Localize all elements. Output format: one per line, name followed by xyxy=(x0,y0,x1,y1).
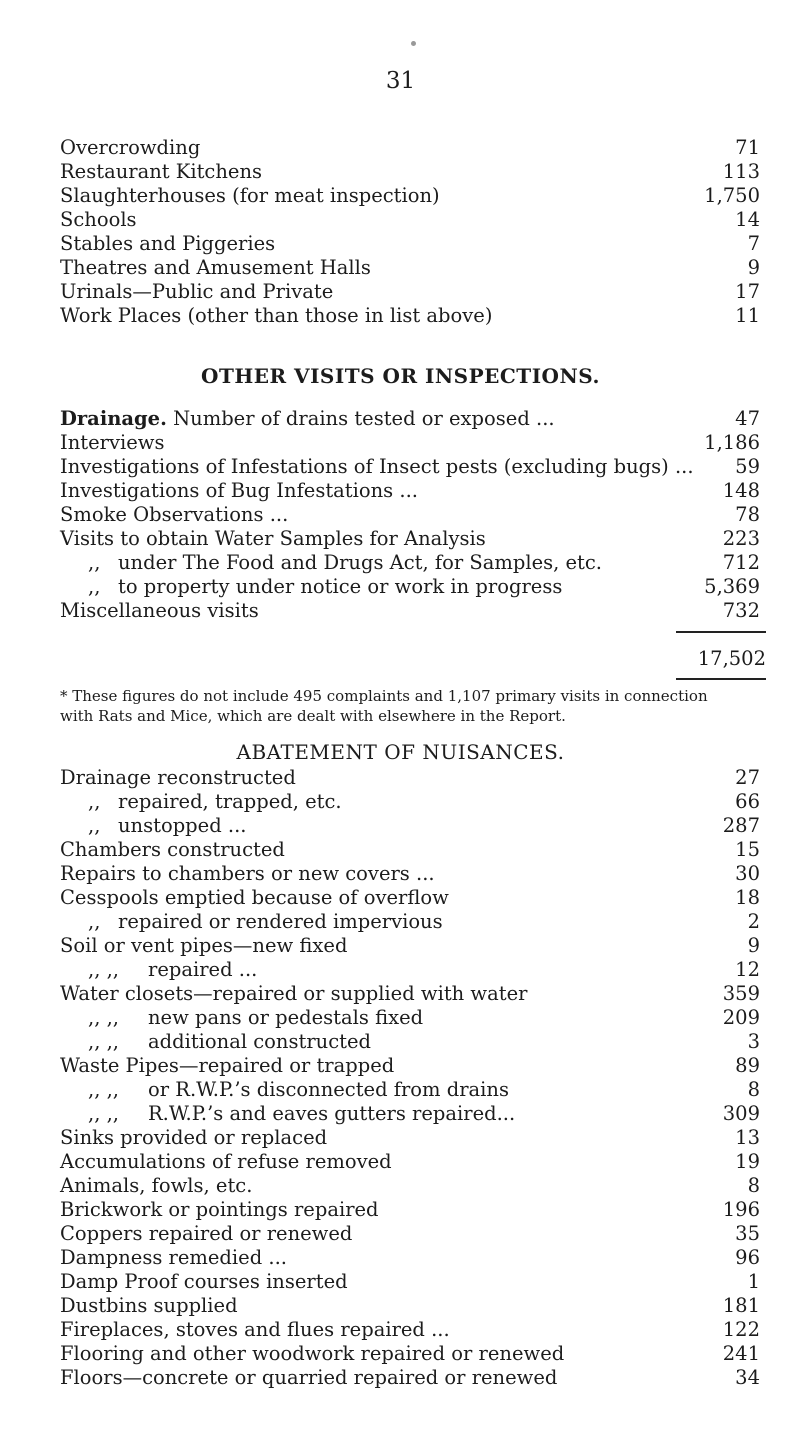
nuisance-label xyxy=(60,1222,352,1246)
nuisance-label-text: new pans or pedestals fixed xyxy=(148,1006,424,1029)
nuisance-row xyxy=(60,1294,760,1318)
visit-label-text: Visits to obtain Water Samples for Analysis xyxy=(60,527,486,550)
nuisance-label-text: Dampness remedied ... xyxy=(60,1246,287,1269)
inspection-row xyxy=(60,304,760,328)
nuisance-value: 19 xyxy=(735,1150,760,1173)
nuisance-label-text: Floors—concrete or quarried repaired or renewed xyxy=(60,1366,558,1389)
nuisance-row xyxy=(60,1222,760,1246)
nuisance-row xyxy=(60,982,760,1006)
nuisance-value: 181 xyxy=(722,1294,760,1317)
nuisance-label-text: Repairs to chambers or new covers ... xyxy=(60,862,435,885)
nuisance-label xyxy=(60,1246,287,1270)
visit-value: 78 xyxy=(735,503,760,526)
inspection-row xyxy=(60,208,760,232)
inspection-value: 1,750 xyxy=(704,184,760,207)
ditto-mark: ,, ,, xyxy=(88,1078,119,1101)
inspection-label xyxy=(60,256,371,280)
nuisance-value: 13 xyxy=(735,1126,760,1149)
nuisance-label-text: Cesspools emptied because of overflow xyxy=(60,886,449,909)
inspection-row xyxy=(60,160,760,184)
nuisance-row xyxy=(60,1150,760,1174)
visit-row xyxy=(60,551,760,575)
visit-label-text: to property under notice or work in progress xyxy=(118,575,563,598)
nuisance-label-text: Sinks provided or replaced xyxy=(60,1126,328,1149)
nuisance-label-text: Dustbins supplied xyxy=(60,1294,238,1317)
visit-row xyxy=(60,503,760,527)
inspection-label xyxy=(60,280,333,304)
visit-label-text: Miscellaneous visits xyxy=(60,599,259,622)
nuisance-label-text: Chambers constructed xyxy=(60,838,285,861)
nuisance-label xyxy=(88,1078,509,1102)
nuisance-row xyxy=(60,814,760,838)
visit-label xyxy=(60,527,486,551)
nuisance-label-text: Coppers repaired or renewed xyxy=(60,1222,353,1245)
inspection-label xyxy=(60,136,200,160)
visit-label-text: Number of drains tested or exposed ... xyxy=(173,407,555,430)
nuisance-row xyxy=(60,1342,760,1366)
nuisance-row xyxy=(60,1246,760,1270)
nuisance-label xyxy=(60,934,347,958)
nuisance-label-text: additional constructed xyxy=(148,1030,371,1053)
nuisance-value: 15 xyxy=(735,838,760,861)
visit-label xyxy=(60,479,418,503)
visit-row xyxy=(60,599,760,623)
nuisance-label-text: Flooring and other woodwork repaired or renewed xyxy=(60,1342,565,1365)
inspection-label-text: Schools xyxy=(60,208,137,231)
visit-row xyxy=(60,431,760,455)
nuisance-label xyxy=(88,1030,371,1054)
inspection-row xyxy=(60,256,760,280)
inspection-value: 11 xyxy=(735,304,760,327)
visit-label xyxy=(88,575,562,599)
nuisance-label xyxy=(88,910,443,934)
visit-label-text: Investigations of Bug Infestations ... xyxy=(60,479,418,502)
ditto-mark: ,, xyxy=(88,814,101,837)
nuisance-row xyxy=(60,1270,760,1294)
nuisance-label-text: Damp Proof courses inserted xyxy=(60,1270,348,1293)
inspection-label-text: Slaughterhouses (for meat inspection) xyxy=(60,184,440,207)
nuisance-row xyxy=(60,910,760,934)
visit-label-bold: Drainage. xyxy=(60,407,167,430)
ditto-mark: ,, xyxy=(88,551,101,574)
nuisance-label-text: unstopped ... xyxy=(118,814,247,837)
nuisance-label-text: Animals, fowls, etc. xyxy=(60,1174,253,1197)
visit-row xyxy=(60,479,760,503)
ditto-mark: ,, xyxy=(88,790,101,813)
nuisance-label xyxy=(60,838,285,862)
other-visits-heading: OTHER VISITS OR INSPECTIONS. xyxy=(201,364,600,388)
inspection-value: 113 xyxy=(722,160,760,183)
nuisance-value: 96 xyxy=(735,1246,760,1269)
nuisance-row xyxy=(60,1054,760,1078)
visit-value: 732 xyxy=(722,599,760,622)
visit-label-text: Interviews xyxy=(60,431,165,454)
footnote xyxy=(60,686,770,726)
nuisance-value: 1 xyxy=(747,1270,760,1293)
nuisance-label xyxy=(88,790,342,814)
nuisance-value: 35 xyxy=(735,1222,760,1245)
nuisance-row xyxy=(60,958,760,982)
ditto-mark: ,, ,, xyxy=(88,1102,119,1125)
nuisance-label-text: Brickwork or pointings repaired xyxy=(60,1198,379,1221)
nuisance-row xyxy=(60,1126,760,1150)
nuisance-value: 12 xyxy=(735,958,760,981)
visit-label xyxy=(60,455,694,479)
abatement-heading: ABATEMENT OF NUISANCES. xyxy=(236,740,565,764)
ditto-mark: ,, xyxy=(88,575,101,598)
nuisance-value: 18 xyxy=(735,886,760,909)
nuisance-row xyxy=(60,934,760,958)
page-speck xyxy=(411,41,416,46)
abatement-list xyxy=(60,766,760,1390)
nuisance-label-text: R.W.P.’s and eaves gutters repaired... xyxy=(148,1102,516,1125)
visit-value: 148 xyxy=(722,479,760,502)
visit-label-text: Investigations of Infestations of Insect pests (excluding bugs) ... xyxy=(60,455,694,478)
visit-row xyxy=(60,527,760,551)
nuisance-label-text: Soil or vent pipes—new fixed xyxy=(60,934,348,957)
ditto-mark: ,, xyxy=(88,910,101,933)
nuisance-row xyxy=(60,766,760,790)
inspection-row xyxy=(60,184,760,208)
inspection-value: 17 xyxy=(735,280,760,303)
nuisance-value: 241 xyxy=(722,1342,760,1365)
visit-row xyxy=(60,575,760,599)
nuisance-row xyxy=(60,1366,760,1390)
nuisance-label xyxy=(60,1294,238,1318)
inspection-label-text: Stables and Piggeries xyxy=(60,232,276,255)
visit-row xyxy=(60,407,760,431)
nuisance-row xyxy=(60,838,760,862)
inspection-label-text: Restaurant Kitchens xyxy=(60,160,263,183)
nuisance-label xyxy=(88,958,257,982)
visit-label-text: under The Food and Drugs Act, for Samples, etc. xyxy=(118,551,603,574)
nuisance-label xyxy=(60,886,449,910)
nuisance-label xyxy=(60,1366,557,1390)
nuisance-value: 30 xyxy=(735,862,760,885)
nuisance-row xyxy=(60,862,760,886)
inspection-value: 7 xyxy=(747,232,760,255)
visit-row xyxy=(60,455,760,479)
nuisance-label xyxy=(88,814,246,838)
inspection-label-text: Work Places (other than those in list above) xyxy=(60,304,493,327)
footnote-line2: with Rats and Mice, which are dealt with elsewhere in the Report. xyxy=(60,707,566,725)
inspection-label xyxy=(60,232,275,256)
ditto-mark: ,, ,, xyxy=(88,1006,119,1029)
total-rule-top xyxy=(676,631,766,633)
nuisance-row xyxy=(60,1318,760,1342)
page-number: 31 xyxy=(385,68,416,94)
nuisance-row xyxy=(60,1006,760,1030)
inspection-label-text: Theatres and Amusement Halls xyxy=(60,256,371,279)
nuisance-label xyxy=(60,1126,327,1150)
nuisance-row xyxy=(60,1174,760,1198)
nuisance-value: 66 xyxy=(735,790,760,813)
nuisance-value: 8 xyxy=(747,1078,760,1101)
nuisance-label xyxy=(88,1102,515,1126)
nuisance-label-text: repaired or rendered impervious xyxy=(118,910,443,933)
visit-label xyxy=(60,431,164,455)
nuisance-label xyxy=(60,1198,379,1222)
nuisance-row xyxy=(60,886,760,910)
nuisance-value: 34 xyxy=(735,1366,760,1389)
visit-value: 712 xyxy=(722,551,760,574)
nuisance-label xyxy=(60,1150,392,1174)
nuisance-label xyxy=(60,1174,252,1198)
nuisance-label-text: Drainage reconstructed xyxy=(60,766,296,789)
nuisance-label xyxy=(60,1342,564,1366)
nuisance-label-text: repaired, trapped, etc. xyxy=(118,790,342,813)
total-rule-bottom xyxy=(676,678,766,680)
inspection-row xyxy=(60,232,760,256)
nuisance-label xyxy=(60,1054,394,1078)
total-value: 17,502 xyxy=(697,647,766,670)
visit-value: 47 xyxy=(735,407,760,430)
nuisance-value: 27 xyxy=(735,766,760,789)
visit-label xyxy=(60,407,555,431)
nuisance-label-text: repaired ... xyxy=(148,958,258,981)
visit-value: 59 xyxy=(735,455,760,478)
inspection-value: 9 xyxy=(747,256,760,279)
inspection-label xyxy=(60,208,137,232)
other-visits-list xyxy=(60,407,760,623)
visit-label-text: Smoke Observations ... xyxy=(60,503,289,526)
inspection-label xyxy=(60,184,440,208)
inspection-value: 71 xyxy=(735,136,760,159)
inspection-label-text: Urinals—Public and Private xyxy=(60,280,334,303)
footnote-line1: * These figures do not include 495 complaints and 1,107 primary visits in connection xyxy=(60,687,708,705)
nuisance-label-text: Fireplaces, stoves and flues repaired ... xyxy=(60,1318,450,1341)
nuisance-value: 196 xyxy=(722,1198,760,1221)
inspection-label xyxy=(60,304,492,328)
nuisance-value: 3 xyxy=(747,1030,760,1053)
visit-label xyxy=(88,551,602,575)
nuisance-label xyxy=(60,1270,348,1294)
nuisance-row xyxy=(60,1030,760,1054)
nuisance-label xyxy=(60,1318,450,1342)
inspection-row xyxy=(60,136,760,160)
visit-label xyxy=(60,599,259,623)
nuisance-value: 9 xyxy=(747,934,760,957)
nuisance-row xyxy=(60,790,760,814)
nuisance-value: 2 xyxy=(747,910,760,933)
inspection-value: 14 xyxy=(735,208,760,231)
visit-value: 5,369 xyxy=(704,575,760,598)
inspections-list xyxy=(60,136,760,328)
nuisance-value: 8 xyxy=(747,1174,760,1197)
ditto-mark: ,, ,, xyxy=(88,1030,119,1053)
inspection-label-text: Overcrowding xyxy=(60,136,201,159)
nuisance-label xyxy=(60,862,435,886)
nuisance-row xyxy=(60,1078,760,1102)
nuisance-value: 89 xyxy=(735,1054,760,1077)
nuisance-row xyxy=(60,1198,760,1222)
nuisance-label-text: Water closets—repaired or supplied with water xyxy=(60,982,528,1005)
nuisance-label xyxy=(88,1006,423,1030)
nuisance-label-text: Waste Pipes—repaired or trapped xyxy=(60,1054,395,1077)
visit-label xyxy=(60,503,288,527)
nuisance-value: 209 xyxy=(722,1006,760,1029)
nuisance-label xyxy=(60,766,296,790)
inspection-label xyxy=(60,160,262,184)
inspection-row xyxy=(60,280,760,304)
visit-value: 223 xyxy=(722,527,760,550)
nuisance-value: 359 xyxy=(722,982,760,1005)
ditto-mark: ,, ,, xyxy=(88,958,119,981)
nuisance-value: 309 xyxy=(722,1102,760,1125)
nuisance-value: 122 xyxy=(722,1318,760,1341)
nuisance-row xyxy=(60,1102,760,1126)
nuisance-label-text: or R.W.P.’s disconnected from drains xyxy=(148,1078,509,1101)
visit-value: 1,186 xyxy=(704,431,760,454)
nuisance-value: 287 xyxy=(722,814,760,837)
nuisance-label xyxy=(60,982,527,1006)
nuisance-label-text: Accumulations of refuse removed xyxy=(60,1150,392,1173)
